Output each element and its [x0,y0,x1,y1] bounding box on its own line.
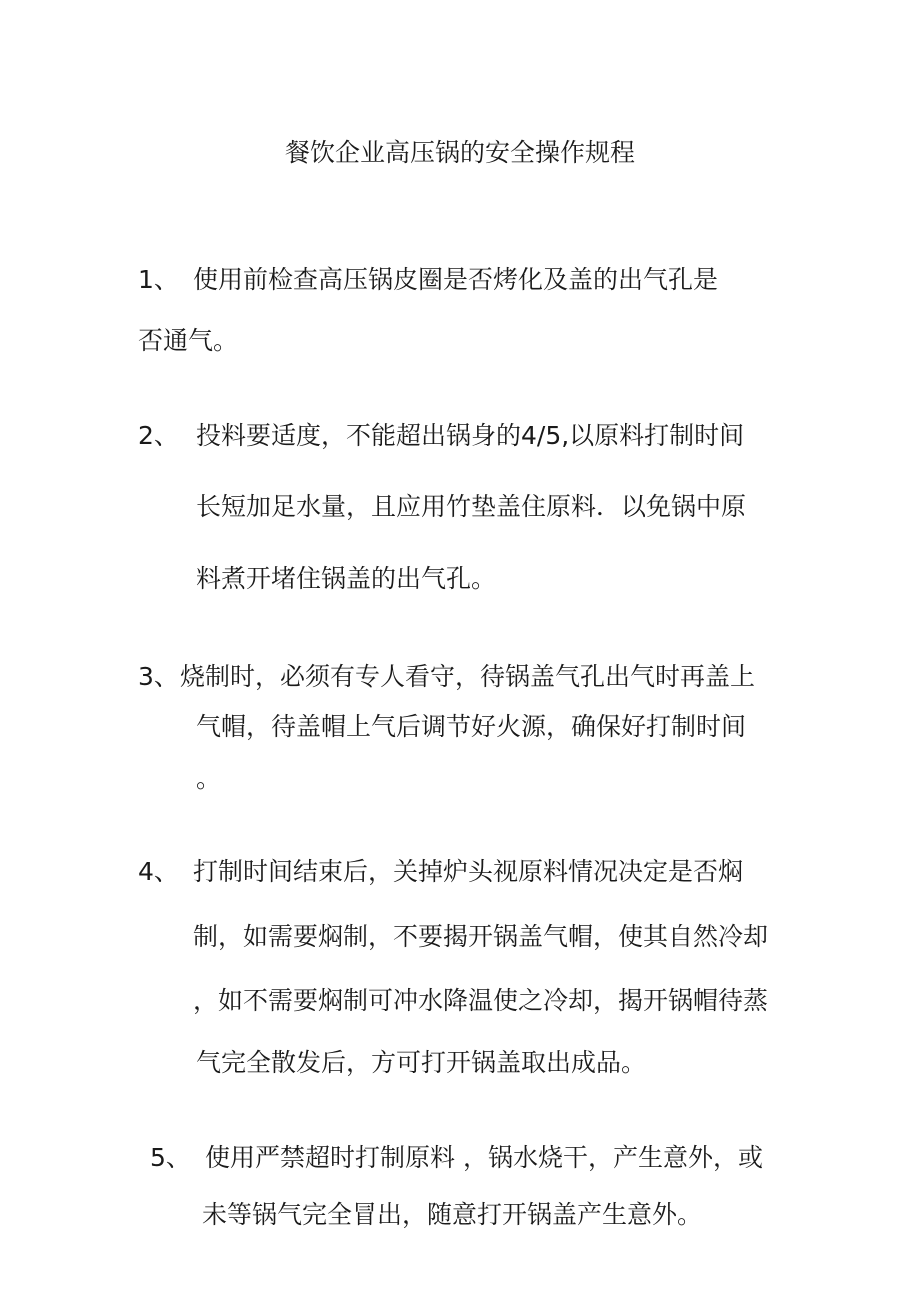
item-2-number: 2、 [138,421,179,450]
item-4-line-3: ，如不需要焖制可冲水降温使之冷却，揭开锅帽待蒸 [193,986,769,1015]
item-3-number: 3、 [138,662,179,691]
item-3-line-3: 。 [196,764,222,793]
item-4-number: 4、 [138,857,179,886]
item-4-line-4: 气完全散发后，方可打开锅盖取出成品。 [196,1048,647,1077]
item-2-line-1: 投料要适度，不能超出锅身的4/5,以原料打制时间 [196,421,745,450]
item-5-line-2: 未等锅气完全冒出，随意打开锅盖产生意外。 [202,1200,703,1229]
item-4-line-1: 打制时间结束后，关掉炉头视原料情况决定是否焖 [193,857,744,886]
item-5-number: 5、 [150,1143,191,1172]
item-4-line-2: 制，如需要焖制，不要揭开锅盖气帽，使其自然冷却 [193,922,769,951]
item-2-line-2: 长短加足水量，且应用竹垫盖住原料．以免锅中原 [196,492,747,521]
item-1-line-1: 使用前检查高压锅皮圈是否烤化及盖的出气孔是 [193,265,719,294]
item-2-line-3: 料煮开堵住锅盖的出气孔。 [196,564,497,593]
item-3-line-1: 烧制时，必须有专人看守，待锅盖气孔出气时再盖上 [180,662,756,691]
item-3-line-2: 气帽，待盖帽上气后调节好火源，确保好打制时间 [196,712,747,741]
document-title: 餐饮企业高压锅的安全操作规程 [284,138,635,167]
item-1-line-2: 否通气。 [138,326,239,355]
item-5-line-1: 使用严禁超时打制原料 ，锅水烧干，产生意外，或 [205,1143,763,1172]
item-1-number: 1、 [138,265,179,294]
